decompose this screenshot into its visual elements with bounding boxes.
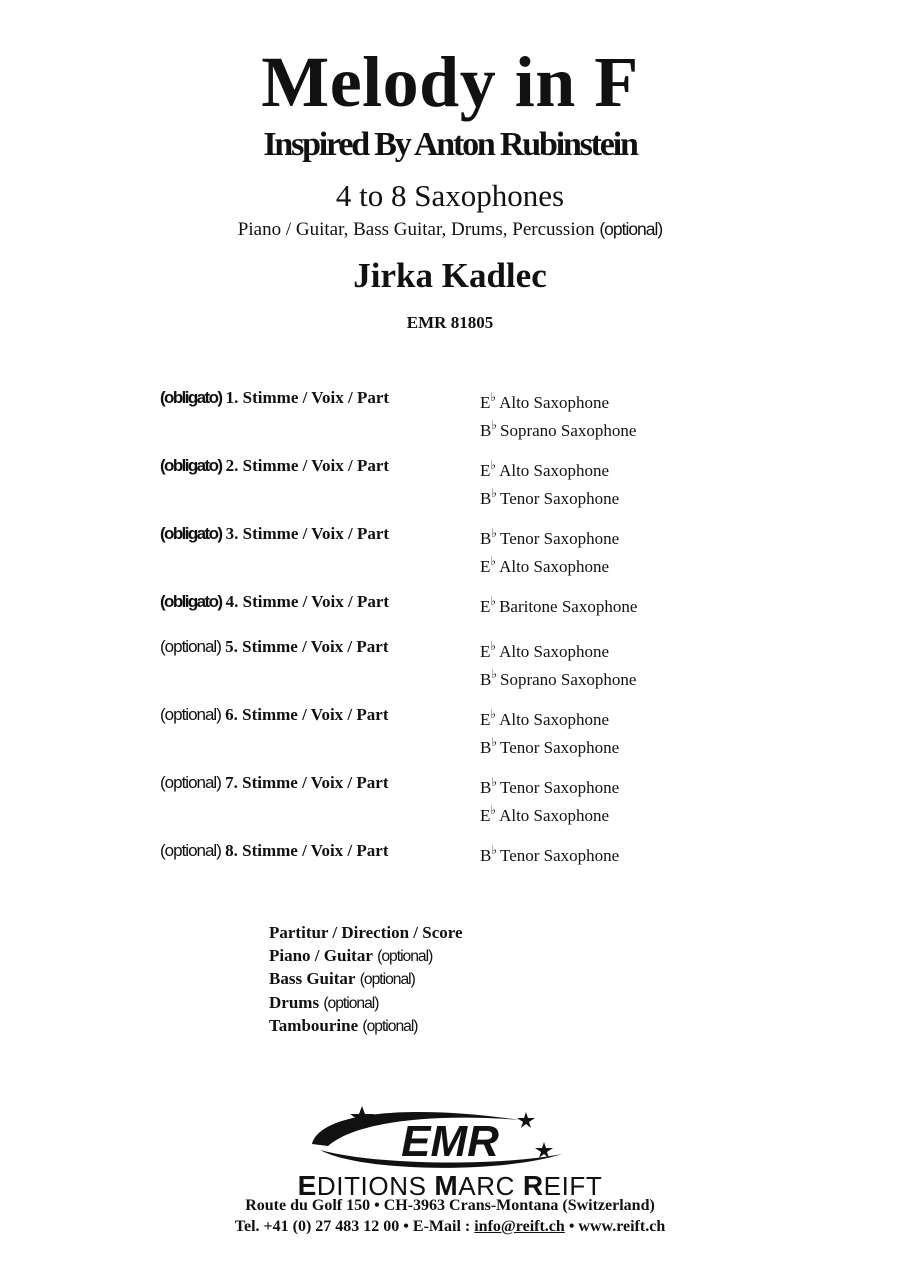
flat-icon: ♭ (491, 486, 498, 500)
instrument-key: E (480, 461, 491, 480)
instrument-name: Soprano Saxophone (500, 670, 637, 689)
flat-icon: ♭ (491, 843, 498, 857)
accompaniment-line (0, 220, 900, 239)
extra-note: (optional) (323, 994, 379, 1012)
contact-suffix: • www.reift.ch (564, 1218, 666, 1235)
extra-note: (optional) (362, 1018, 418, 1035)
instrument (480, 771, 619, 799)
instrument-name: Alto Saxophone (499, 557, 610, 576)
instrument-name: Alto Saxophone (499, 710, 610, 729)
part-label: 7. Stimme / Voix / Part (225, 773, 389, 792)
instrument (480, 590, 637, 618)
part-label: 3. Stimme / Voix / Part (225, 524, 390, 543)
star-icon (535, 1142, 553, 1158)
instrument (480, 550, 619, 578)
publisher-name-part: DITIONS (316, 1171, 435, 1201)
instrument-name: Alto Saxophone (499, 642, 610, 661)
instrument-key: E (480, 806, 491, 825)
instrument-name: Tenor Saxophone (500, 738, 620, 757)
instrument (480, 839, 619, 867)
extra-item (269, 1015, 463, 1039)
catalog-number: EMR 81805 (406, 313, 494, 332)
part-designation (160, 771, 389, 795)
flat-icon: ♭ (490, 594, 497, 608)
logo-text: EMR (401, 1117, 499, 1166)
publisher-name-part: M (434, 1170, 459, 1201)
part-designation (160, 454, 389, 478)
instrument (480, 731, 619, 759)
flat-icon: ♭ (490, 390, 497, 404)
extra-item (269, 922, 463, 945)
publisher-name (0, 1172, 900, 1200)
extras-list (269, 922, 463, 1039)
accompaniment-text: Piano / Guitar, Bass Guitar, Drums, Percussion (237, 219, 595, 240)
instrument-name: Soprano Saxophone (500, 421, 637, 440)
part-row (0, 386, 900, 440)
instrument-key: E (480, 557, 491, 576)
extra-item (269, 945, 463, 969)
part-instruments (480, 703, 619, 759)
extra-label: Drums (269, 992, 320, 1012)
part-label: 5. Stimme / Voix / Part (225, 637, 389, 656)
flat-icon: ♭ (491, 418, 498, 432)
part-row (0, 522, 900, 576)
flat-icon: ♭ (490, 554, 497, 568)
part-designation (160, 839, 389, 863)
extra-item (269, 992, 463, 1016)
part-instruments (480, 771, 619, 827)
composer: Jirka Kadlec (353, 256, 547, 295)
instrument (480, 522, 619, 550)
part-designation (160, 386, 389, 410)
instrument (480, 386, 636, 414)
part-label: 1. Stimme / Voix / Part (225, 388, 390, 407)
instrument (480, 414, 636, 442)
contact-prefix: Tel. +41 (0) 27 483 12 00 • E-Mail : (234, 1218, 475, 1235)
part-instruments (480, 839, 619, 867)
flat-icon: ♭ (491, 735, 498, 749)
subtitle: Inspired By Anton Rubinstein (263, 126, 637, 163)
instrument-name: Alto Saxophone (499, 806, 610, 825)
accompaniment-note: (optional) (599, 219, 663, 239)
part-row (0, 635, 900, 689)
instrument (480, 635, 636, 663)
instrument (480, 703, 619, 731)
part-instruments (480, 522, 619, 578)
instrument-key: B (480, 670, 492, 689)
instrument (480, 454, 619, 482)
part-label: 4. Stimme / Voix / Part (225, 592, 390, 611)
publisher-name-part: E (297, 1170, 317, 1201)
part-designation (160, 590, 389, 614)
flat-icon: ♭ (490, 458, 497, 472)
instrument-key: B (480, 846, 492, 865)
instrument-key: B (480, 738, 492, 757)
page-title: Melody in F (261, 42, 639, 122)
instrument-key: B (480, 529, 492, 548)
instrument-key: E (480, 393, 491, 412)
part-instruments (480, 386, 636, 442)
instrument-name: Tenor Saxophone (500, 846, 620, 865)
part-row (0, 454, 900, 508)
instrument-key: B (480, 778, 492, 797)
part-status: (optional) (160, 637, 221, 656)
part-status: (obligato) (160, 456, 222, 475)
extra-label: Partitur / Direction / Score (269, 923, 463, 942)
instrument-name: Tenor Saxophone (500, 489, 620, 508)
part-row (0, 590, 900, 640)
part-label: 2. Stimme / Voix / Part (225, 456, 390, 475)
part-row (0, 839, 900, 889)
part-instruments (480, 454, 619, 510)
flat-icon: ♭ (491, 775, 498, 789)
instrument-name: Alto Saxophone (499, 393, 610, 412)
instrument-name: Tenor Saxophone (500, 529, 620, 548)
flat-icon: ♭ (491, 526, 498, 540)
extra-label: Bass Guitar (269, 969, 356, 988)
instrument-name: Tenor Saxophone (500, 778, 620, 797)
star-icon (517, 1112, 535, 1128)
publisher-name-part: EIFT (543, 1171, 603, 1201)
flat-icon: ♭ (490, 707, 497, 721)
instrument-name: Alto Saxophone (499, 461, 610, 480)
instrument-key: B (480, 421, 492, 440)
publisher-name-part: R (522, 1170, 544, 1201)
part-status: (obligato) (160, 388, 222, 407)
part-label: 6. Stimme / Voix / Part (225, 705, 389, 724)
part-designation (160, 703, 389, 727)
instrument-key: E (480, 710, 491, 729)
part-status: (optional) (160, 841, 221, 860)
part-designation (160, 635, 389, 659)
part-row (0, 771, 900, 825)
part-status: (optional) (160, 705, 221, 724)
flat-icon: ♭ (491, 667, 498, 681)
part-status: (optional) (160, 773, 221, 792)
part-status: (obligato) (160, 592, 222, 611)
instrumentation: 4 to 8 Saxophones (335, 178, 565, 213)
instrument-key: E (480, 597, 491, 616)
publisher-name-part: ARC (458, 1171, 523, 1201)
part-instruments (480, 590, 637, 618)
extra-note: (optional) (377, 947, 433, 965)
instrument (480, 799, 619, 827)
part-designation (160, 522, 389, 546)
instrument-name: Baritone Saxophone (499, 597, 638, 616)
extra-item (269, 968, 463, 992)
extra-label: Tambourine (269, 1016, 359, 1035)
publisher-contact (0, 1219, 900, 1235)
flat-icon: ♭ (490, 639, 497, 653)
flat-icon: ♭ (490, 803, 497, 817)
instrument (480, 663, 636, 691)
part-row (0, 703, 900, 757)
instrument-key: E (480, 642, 491, 661)
extra-label: Piano / Guitar (269, 945, 373, 965)
publisher-address: Route du Golf 150 • CH-3963 Crans-Montana (Switzerland) (245, 1197, 655, 1214)
part-label: 8. Stimme / Voix / Part (225, 841, 389, 860)
part-instruments (480, 635, 636, 691)
extra-note: (optional) (359, 971, 415, 988)
part-status: (obligato) (160, 524, 222, 543)
instrument (480, 482, 619, 510)
email-link[interactable]: info@reift.ch (474, 1218, 565, 1235)
instrument-key: B (480, 489, 492, 508)
